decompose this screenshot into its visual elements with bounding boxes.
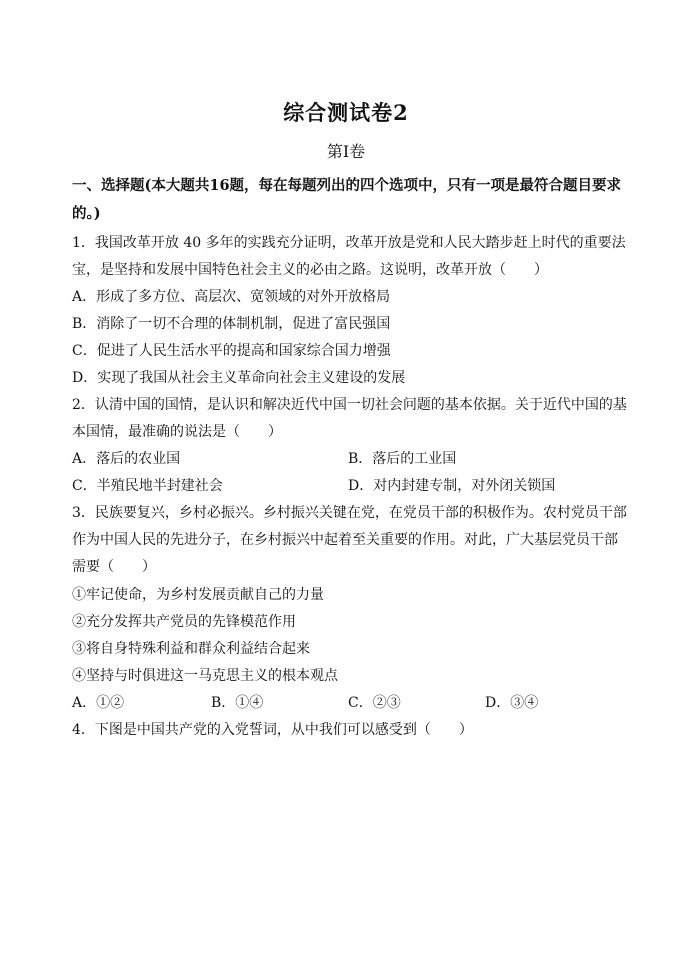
q3-stem-line-1: 3．民族要复兴，乡村必振兴。乡村振兴关键在党，在党员干部的积极作为。农村党员干部 [72,505,627,521]
q3-option-b: B．①④ [211,695,264,711]
q2-stem-line-1: 2．认清中国的国情，是认识和解决近代中国一切社会问题的基本依据。关于近代中国的基 [72,397,627,413]
q3-stem-line-3: 需要（ ） [72,559,156,575]
q2-stem-line-2: 本国情，最准确的说法是（ ） [72,424,282,440]
q1-stem-line-1: 1．我国改革开放 40 多年的实践充分证明，改革开放是党和人民大踏步赶上时代的重要法 [72,235,626,251]
q2-option-b: B．落后的工业国 [348,451,457,467]
q1-option-a: A．形成了多方位、高层次、宽领域的对外开放格局 [72,289,391,305]
q2-option-a: A．落后的农业国 [72,451,181,467]
q3-option-a: A．①② [72,695,125,711]
section-heading [72,172,632,228]
q2-option-d: D．对内封建专制，对外闭关锁国 [348,478,556,494]
q1-stem-line-2: 宝，是坚持和发展中国特色社会主义的必由之路。这说明，改革开放（ ） [72,262,548,278]
q3-statement-3: ③将自身特殊利益和群众利益结合起来 [72,641,310,657]
volume-heading: 第Ⅰ卷 [326,142,366,161]
q3-option-d: D．③④ [485,695,539,711]
section-heading-line-1: 一、选择题(本大题共16题，每在每题列出的四个选项中，只有一项是最符合题目要求 [72,177,622,194]
q3-statement-1: ①牢记使命，为乡村发展贡献自己的力量 [72,587,324,603]
q2-option-c: C．半殖民地半封建社会 [72,478,223,494]
q3-stem-line-2: 作为中国人民的先进分子，在乡村振兴中起着至关重要的作用。对此，广大基层党员干部 [72,532,618,548]
q3-option-c: C．②③ [348,695,401,711]
q1-option-d: D．实现了我国从社会主义革命向社会主义建设的发展 [72,370,406,386]
q1-option-b: B．消除了一切不合理的体制机制，促进了富民强国 [72,316,391,332]
section-heading-line-2: 的。) [72,205,101,222]
q4-stem-line-1: 4．下图是中国共产党的入党誓词，从中我们可以感受到（ ） [72,722,473,738]
q1-option-c: C．促进了人民生活水平的提高和国家综合国力增强 [72,343,391,359]
q3-statement-2: ②充分发挥共产党员的先锋模范作用 [72,614,296,630]
page-title: 综合测试卷2 [283,100,409,125]
q3-statement-4: ④坚持与时俱进这一马克思主义的根本观点 [72,668,338,684]
